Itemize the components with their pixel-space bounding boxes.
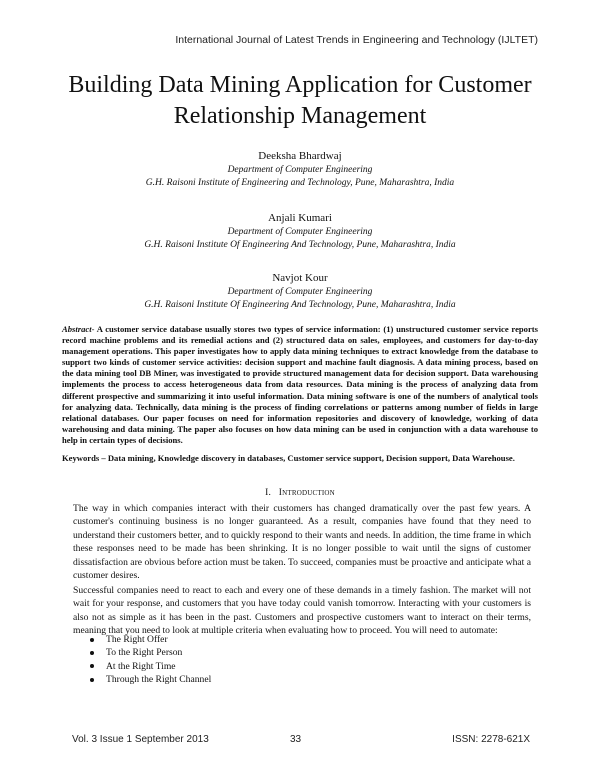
list-item — [73, 660, 211, 673]
bullet-icon — [90, 651, 94, 655]
author-block-1 — [40, 148, 560, 190]
abstract — [62, 324, 538, 446]
keywords-label: Keywords — [62, 453, 100, 463]
footer-page-number: 33 — [290, 734, 302, 745]
author-block-3 — [40, 270, 560, 312]
author-name: Navjot Kour — [272, 272, 328, 284]
list-item-text: At the Right Time — [106, 660, 176, 672]
intro-paragraph-1: The way in which companies interact with their customers has changed dramatically over the past few years. A customer's continuing business is no longer guaranteed. As a result, companies have found that they need to understand their customers better, and to quickly respond to their wants and needs. In addition, the time frame in which these responses need to be made has been shrinking. It is no longer possible to wait until the signs of customer dissatisfaction are obvious before action must be taken. To succeed, companies must be proactive and anticipate what a customer desires. — [73, 503, 531, 582]
author-department: Department of Computer Engineering — [227, 287, 373, 297]
title-line-2: Relationship Management — [173, 103, 427, 129]
abstract-label: Abstract- — [62, 324, 95, 334]
journal-header: International Journal of Latest Trends in Engineering and Technology (IJLTET) — [175, 34, 538, 46]
author-department: Department of Computer Engineering — [227, 165, 373, 175]
abstract-text: A customer service database usually stores two types of service information: (1) unstructured customer service reports record machine problems and its remedial actions and (2) structured data on sales, employees, and customers for day-to-day management operations. This paper investigates how to apply data mining techniques to extract knowledge from the database to support two kinds of customer service activities: decision support and machine fault diagnosis. A data mining process, based on the data mining tool DB Miner, was investigated to provide structured management data for decision support. Data warehousing implements the process to access heterogeneous data from data resources. Data mining is the process of analyzing data from different prospective and summarizing it into useful information. Data mining software is one of the numbers of analytical tools for analyzing data. Technically, data mining is the process of finding correlations or patterns among number of fields in large relational databases. Our paper focuses on need for information repositories and discovery of knowledge, working of data warehousing and data mining. The paper also focuses on how data mining can be used in conjunction with a data warehouse to help in certain types of decisions. — [62, 324, 538, 445]
author-institute: G.H. Raisoni Institute of Engineering and Technology, Pune, Maharashtra, India — [145, 178, 455, 188]
list-item — [73, 633, 211, 646]
footer-issn: ISSN: 2278-621X — [452, 734, 530, 745]
bullet-list — [73, 633, 211, 687]
author-name: Deeksha Bhardwaj — [258, 150, 342, 162]
section-heading — [0, 488, 600, 498]
paper-title — [40, 70, 560, 132]
list-item-text: The Right Offer — [106, 634, 168, 645]
list-item-text: To the Right Person — [106, 647, 183, 659]
bullet-icon — [90, 664, 94, 668]
keywords — [62, 453, 538, 464]
bullet-icon — [90, 638, 94, 642]
author-institute: G.H. Raisoni Institute Of Engineering And Technology, Pune, Maharashtra, India — [144, 240, 456, 250]
section-number: I. — [265, 488, 272, 498]
footer-volume: Vol. 3 Issue 1 September 2013 — [72, 734, 209, 745]
author-institute: G.H. Raisoni Institute Of Engineering And Technology, Pune, Maharashtra, India — [144, 300, 456, 310]
intro-paragraph-2: Successful companies need to react to each and every one of these demands in a timely fashion. The market will not wait for your response, and customers that you have today could vanish tomorrow. Interacting with your customers is also not as simple as it has been in the past. Customers and prospective customers want to interact on their terms, meaning that you need to look at multiple criteria when evaluating how to proceed. You will need to automate: — [73, 585, 531, 637]
author-block-2 — [40, 210, 560, 252]
list-item-text: Through the Right Channel — [106, 674, 212, 686]
author-department: Department of Computer Engineering — [227, 227, 373, 237]
section-title: Introduction — [278, 488, 335, 498]
list-item — [73, 646, 211, 659]
list-item — [73, 673, 211, 686]
bullet-icon — [90, 678, 94, 682]
title-line-1: Building Data Mining Application for Customer — [68, 72, 532, 98]
author-name: Anjali Kumari — [268, 212, 332, 224]
keywords-text: – Data mining, Knowledge discovery in databases, Customer service support, Decision support, Data Warehouse. — [101, 453, 515, 463]
